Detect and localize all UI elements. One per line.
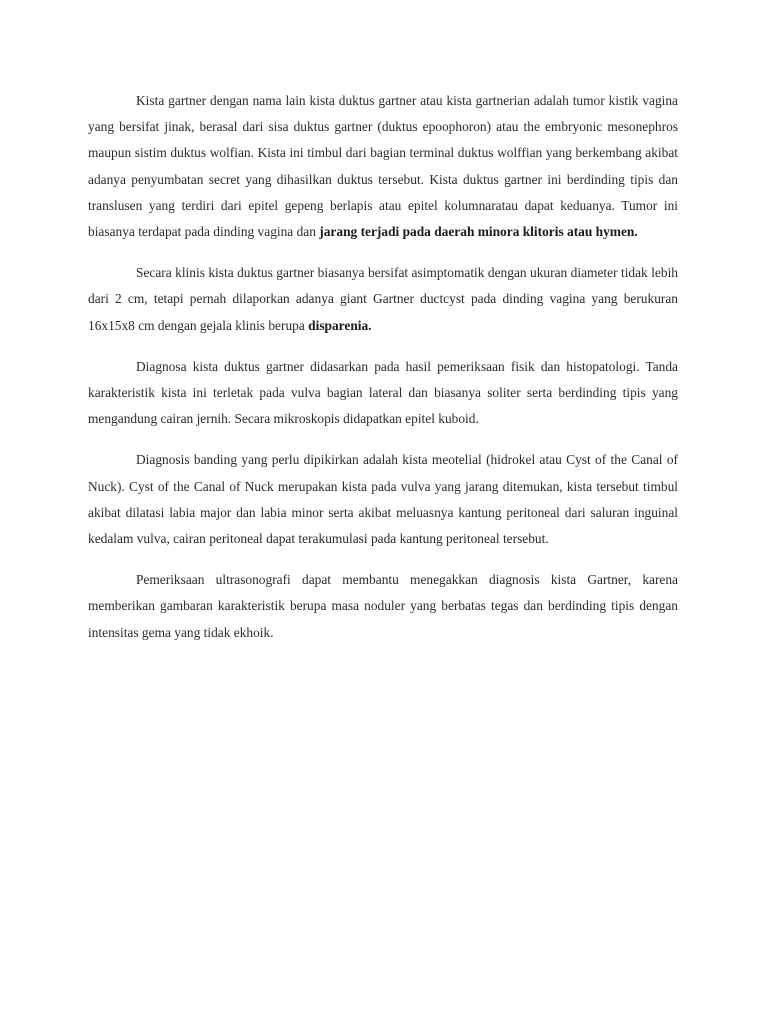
paragraph-5 — [88, 567, 678, 646]
paragraph-3-text: Diagnosa kista duktus gartner didasarkan pada hasil pemeriksaan fisik dan histopatologi. Tanda karakteristik kista ini terletak pada vulva bagian lateral dan biasanya soliter serta berdinding tipis yang mengandung cairan jernih. Secara mikroskopis didapatkan epitel kuboid. — [88, 358, 678, 427]
paragraph-2 — [88, 260, 678, 339]
paragraph-1-bold-text: jarang terjadi pada daerah minora klitoris atau hymen. — [319, 224, 638, 240]
paragraph-4-text: Diagnosis banding yang perlu dipikirkan adalah kista meotelial (hidrokel atau Cyst of the Canal of Nuck). Cyst of the Canal of Nuck merupakan kista pada vulva yang jarang ditemukan, kista tersebut timbul akibat dilatasi labia major dan labia minor serta akibat meluasnya kantung peritoneal dari saluran inguinal kedalam vulva, cairan peritoneal dapat terakumulasi pada kantung peritoneal tersebut. — [88, 452, 678, 547]
document-page — [88, 88, 678, 661]
paragraph-1 — [88, 88, 678, 245]
paragraph-1-text: Kista gartner dengan nama lain kista duktus gartner atau kista gartnerian adalah tumor kistik vagina yang bersifat jinak, berasal dari sisa duktus gartner (duktus epoophoron) atau the embryonic mesonephros maupun sistim duktus wolfian. Kista ini timbul dari bagian terminal duktus wolffian yang berkembang akibat adanya penyumbatan secret yang dihasilkan duktus tersebut. Kista duktus gartner ini berdinding tipis dan translusen yang terdiri dari epitel gepeng berlapis atau epitel kolumnaratau dapat keduanya. Tumor ini biasanya terdapat pada dinding vagina dan — [88, 93, 678, 240]
paragraph-2-text: Secara klinis kista duktus gartner biasanya bersifat asimptomatik dengan ukuran diameter tidak lebih dari 2 cm, tetapi pernah dilaporkan adanya giant Gartner ductcyst pada dinding vagina yang berukuran 16x15x8 cm dengan gejala klinis berupa — [88, 265, 678, 333]
paragraph-2-bold-text: disparenia. — [308, 317, 372, 333]
paragraph-3 — [88, 354, 678, 433]
paragraph-4 — [88, 447, 678, 552]
paragraph-5-text: Pemeriksaan ultrasonografi dapat membantu menegakkan diagnosis kista Gartner, karena memberikan gambaran karakteristik berupa masa noduler yang berbatas tegas dan berdinding tipis dengan intensitas gema yang tidak ekhoik. — [88, 572, 678, 640]
